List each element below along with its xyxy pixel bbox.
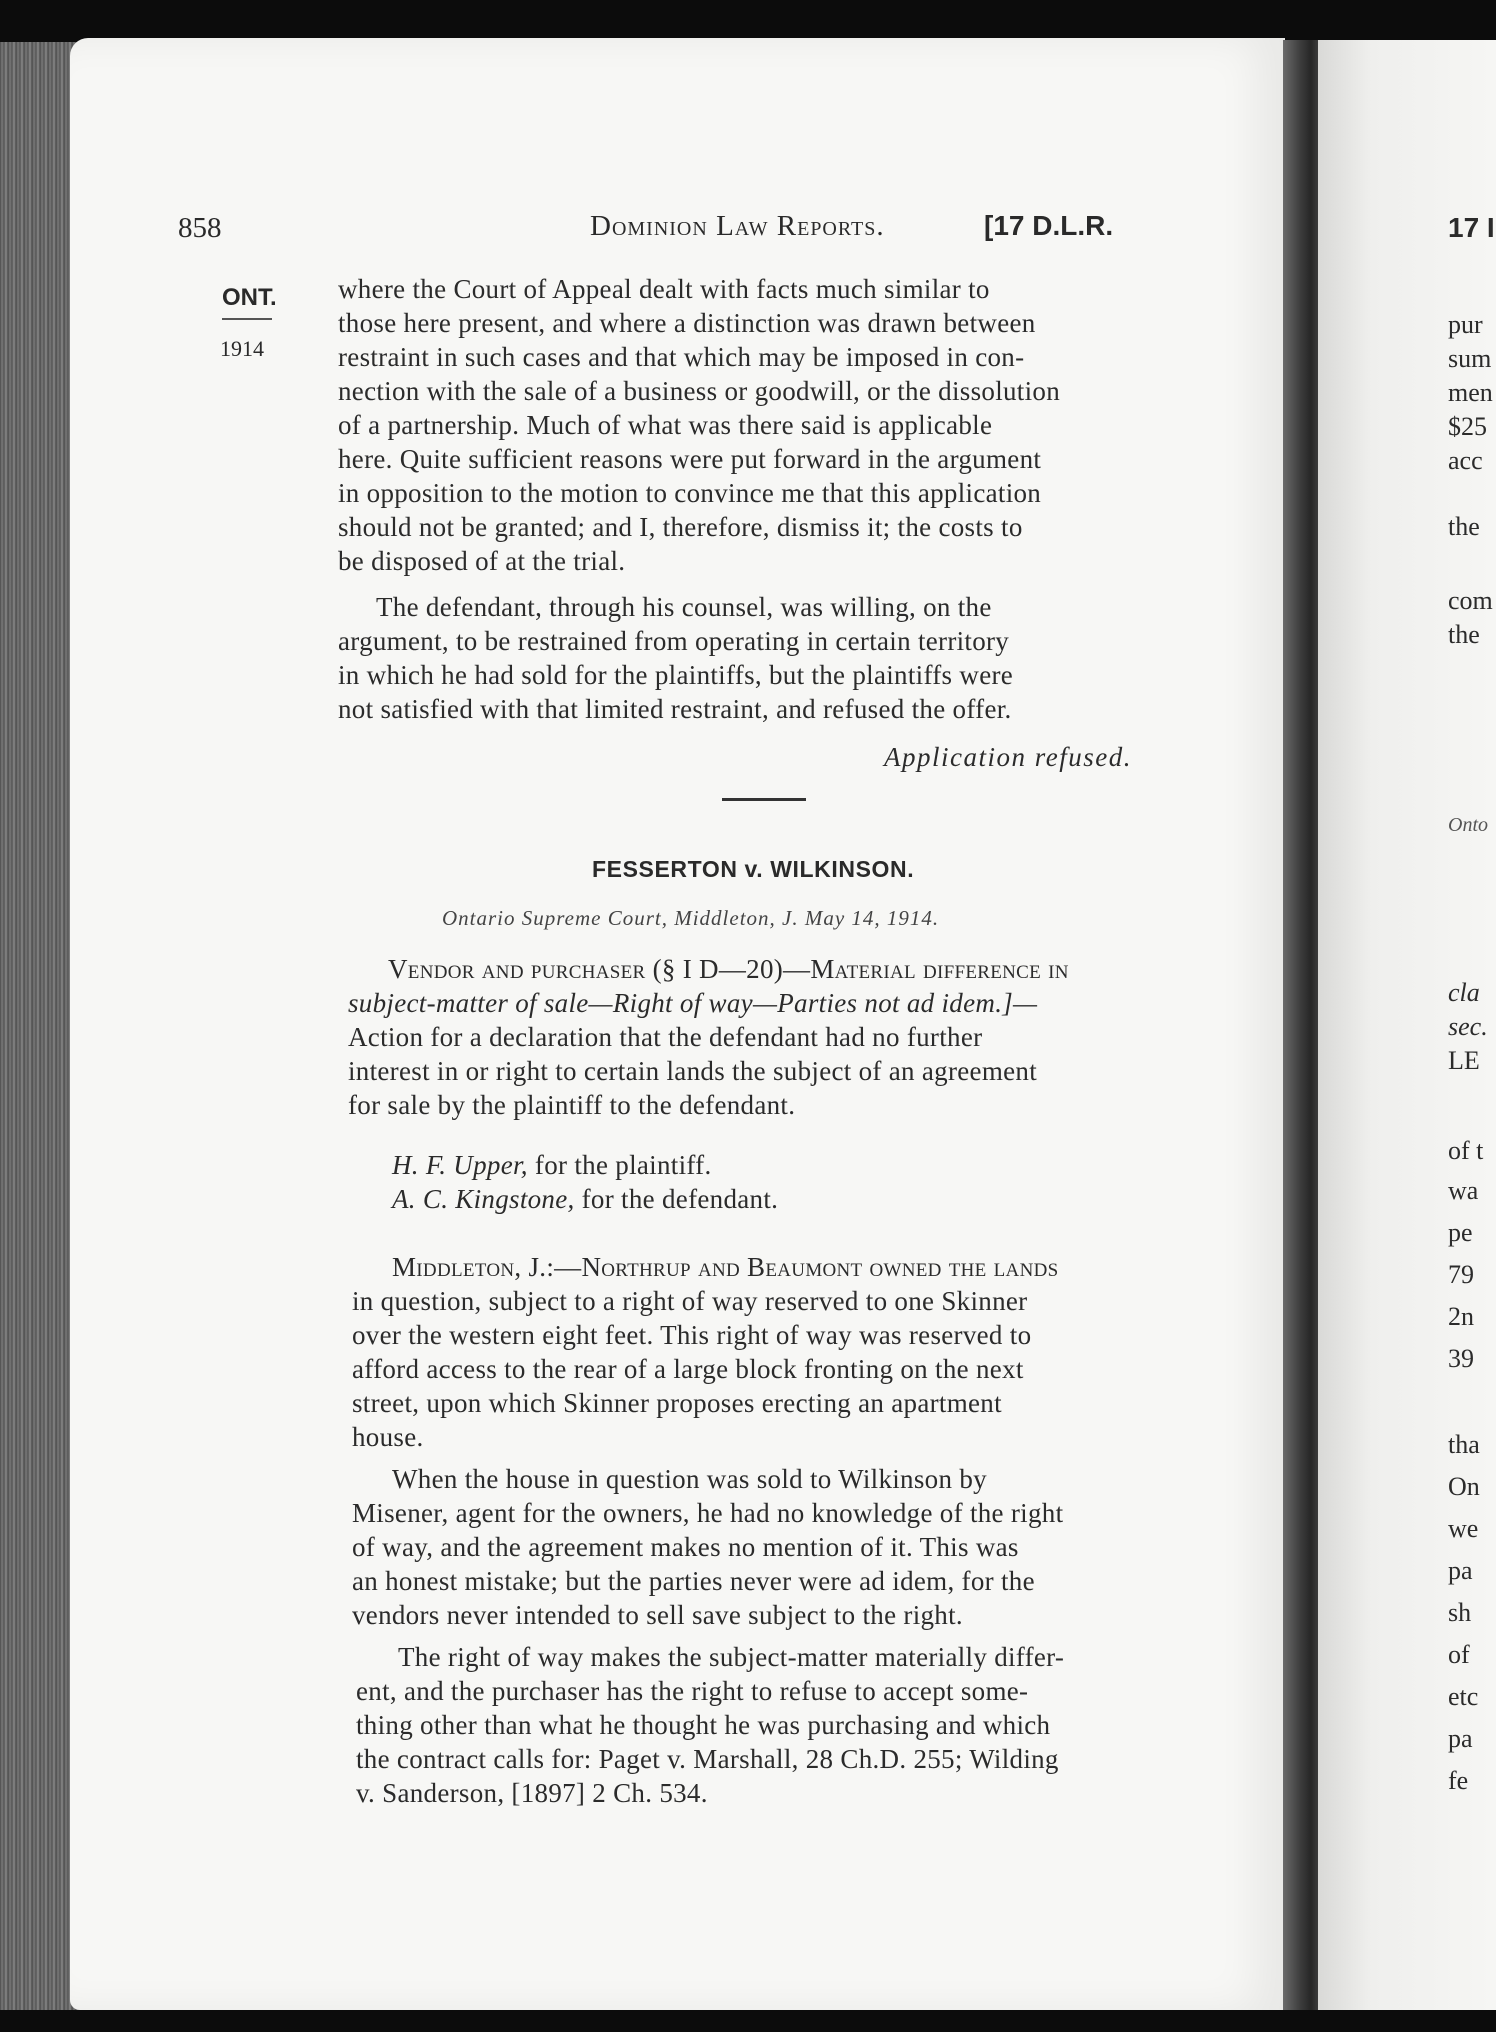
right-page-fragment: Onto [1448,814,1488,836]
right-page-fragment: the [1448,620,1480,649]
book-gutter [1283,40,1323,2010]
right-page-header-fragment: 17 I [1448,212,1495,243]
text-line: not satisfied with that limited restraint, and refused the offer. [338,694,1012,724]
court-line: Ontario Supreme Court, Middleton, J. May 14, 1914. [442,906,940,930]
volume-reference: [17 D.L.R. [984,210,1114,241]
right-page-fragment: wa [1448,1176,1479,1205]
right-page-fragment: acc [1448,446,1483,475]
text-line: here. Quite sufficient reasons were put forward in the argument [338,444,1042,474]
right-page-fragment: On [1448,1472,1480,1501]
right-page-fragment: LE [1448,1046,1480,1075]
judgment-line: over the western eight feet. This right of way was reserved to [352,1320,1032,1350]
headnote-line: subject-matter of sale—Right of way—Parties not ad idem.]— [348,988,1038,1018]
margin-province: ONT. [222,284,277,311]
counsel-defendant [392,1182,778,1216]
right-page-fragment: $25 [1448,412,1487,441]
headnote-line: Vendor and purchaser (§ I D—20)—Material difference in [388,954,1069,984]
right-page-fragment: pur [1448,310,1483,339]
counsel-name: H. F. Upper, [392,1150,528,1180]
scan-top-border [0,0,1496,42]
headnote-line: Action for a declaration that the defendant had no further [348,1022,983,1052]
judgment-line: ent, and the purchaser has the right to refuse to accept some- [356,1676,1029,1706]
judgment-line: Misener, agent for the owners, he had no knowledge of the right [352,1498,1064,1528]
right-page-fragment: sum [1448,344,1492,373]
text-line: in opposition to the motion to convince me that this application [338,478,1042,508]
margin-rule [222,318,272,320]
judgment-line: The right of way makes the subject-matter materially differ- [398,1642,1065,1672]
text-line: nection with the sale of a business or goodwill, or the dissolution [338,376,1061,406]
page-number: 858 [178,212,222,244]
text-line: should not be granted; and I, therefore, dismiss it; the costs to [338,512,1023,542]
judgment-line: When the house in question was sold to Wilkinson by [392,1464,987,1494]
text-line: where the Court of Appeal dealt with facts much similar to [338,274,990,304]
judgment-line: thing other than what he thought he was purchasing and which [356,1710,1051,1740]
judgment-line: of way, and the agreement makes no mention of it. This was [352,1532,1019,1562]
right-page-fragment: the [1448,512,1480,541]
judgment-line: vendors never intended to sell save subject to the right. [352,1600,963,1630]
judgment-line: v. Sanderson, [1897] 2 Ch. 534. [356,1778,708,1808]
counsel-role: for the plaintiff. [534,1150,712,1180]
counsel-plaintiff [392,1148,712,1182]
right-page-fragment: men [1448,378,1493,407]
running-title: Dominion Law Reports. [590,210,885,242]
text-line: be disposed of at the trial. [338,546,626,576]
text-line: restraint in such cases and that which may be imposed in con- [338,342,1025,372]
right-page-fragment: pa [1448,1724,1473,1753]
judgment-line: afford access to the rear of a large block fronting on the next [352,1354,1024,1384]
margin-year: 1914 [220,336,264,361]
right-page-fragment: com [1448,586,1493,615]
judgment-line: house. [352,1422,424,1452]
right-page-fragment: fe [1448,1766,1469,1795]
right-page-fragment: pa [1448,1556,1473,1585]
book-page-edges [0,42,78,2010]
right-page-fragment: of [1448,1640,1470,1669]
counsel-role: for the defendant. [581,1184,779,1214]
headnote-line: interest in or right to certain lands the subject of an agreement [348,1056,1038,1086]
counsel-name: A. C. Kingstone, [392,1184,575,1214]
judgment-line: street, upon which Skinner proposes erecting an apartment [352,1388,1002,1418]
text-line: in which he had sold for the plaintiffs, but the plaintiffs were [338,660,1014,690]
right-page-fragment: pe [1448,1218,1473,1247]
right-page-fragment: cla [1448,978,1480,1007]
headnote-line: for sale by the plaintiff to the defendant. [348,1090,796,1120]
scan-bottom-border [0,2010,1496,2032]
disposition: Application refused. [884,742,1132,772]
text-line: of a partnership. Much of what was there said is applicable [338,410,993,440]
text-line: argument, to be restrained from operating in certain territory [338,626,1010,656]
judgment-line: the contract calls for: Paget v. Marshall, 28 Ch.D. 255; Wilding [356,1744,1059,1774]
right-page-fragment: 79 [1448,1260,1474,1289]
right-page-fragment: 2n [1448,1302,1474,1331]
case-separator-rule [722,798,806,801]
case-title: FESSERTON v. WILKINSON. [592,856,915,882]
text-line: The defendant, through his counsel, was willing, on the [376,592,992,622]
judgment-line: Middleton, J.:—Northrup and Beaumont owned the lands [392,1252,1059,1282]
right-page-fragment: sec. [1448,1012,1488,1041]
right-page-fragment: we [1448,1514,1479,1543]
right-page-fragment: tha [1448,1430,1480,1459]
right-page-fragment: etc [1448,1682,1479,1711]
judgment-line: in question, subject to a right of way reserved to one Skinner [352,1286,1028,1316]
judgment-line: an honest mistake; but the parties never were ad idem, for the [352,1566,1035,1596]
text-line: those here present, and where a distinction was drawn between [338,308,1036,338]
right-page-fragment: 39 [1448,1344,1474,1373]
right-page-fragment: of t [1448,1136,1484,1165]
right-page-fragment: sh [1448,1598,1472,1627]
